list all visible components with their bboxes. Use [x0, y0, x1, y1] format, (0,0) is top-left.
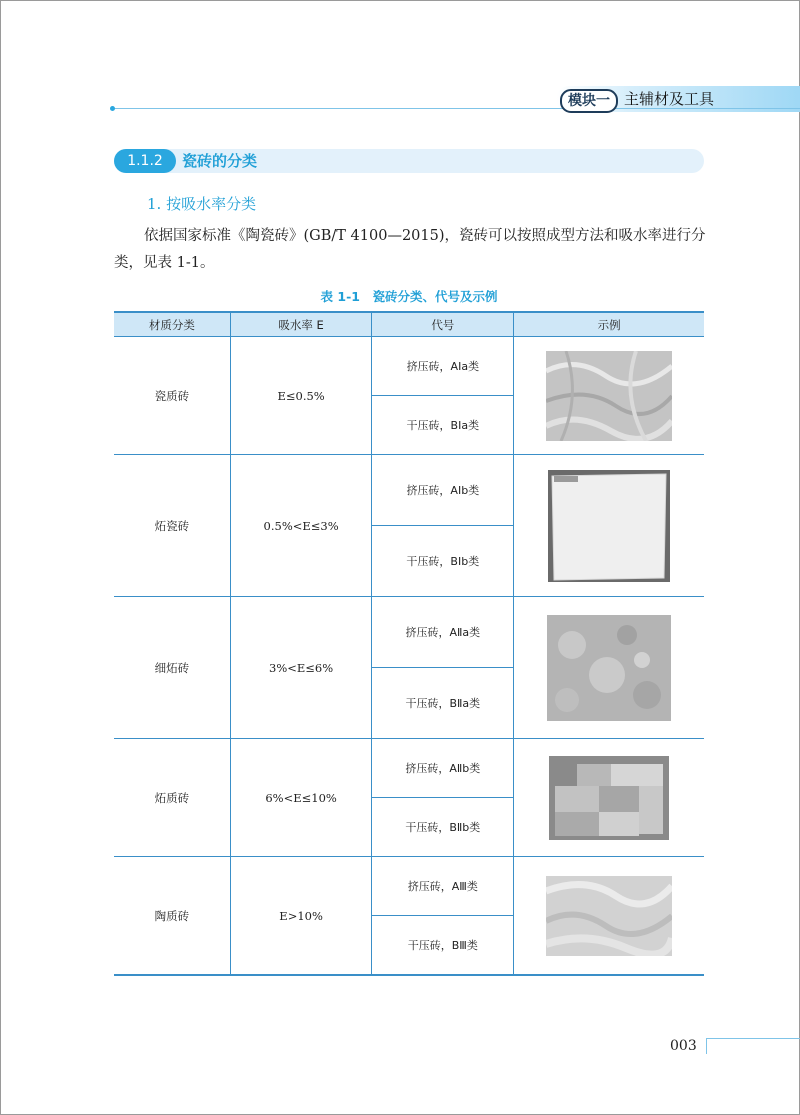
subheading: 1. 按吸水率分类 [147, 195, 257, 213]
material-cell: 细炻砖 [114, 597, 230, 739]
header-absorption: 吸水率 E [230, 312, 372, 337]
table-header-row [114, 312, 704, 337]
code-cell-dry-pressed: 干压砖，BⅠa类 [372, 396, 514, 455]
table-row [114, 597, 704, 668]
footer-rule-tick [706, 1038, 707, 1054]
material-cell: 瓷质砖 [114, 337, 230, 455]
body-paragraph: 依据国家标准《陶瓷砖》(GB/T 4100—2015)，瓷砖可以按照成型方法和吸水率进行分类，见表 1-1。 [114, 228, 706, 271]
code-cell-extruded: 挤压砖，AⅠa类 [372, 337, 514, 396]
table-row [114, 857, 704, 916]
code-cell-dry-pressed: 干压砖，BⅡa类 [372, 668, 514, 739]
table-caption: 表 1-1 瓷砖分类、代号及示例 [320, 289, 498, 304]
absorption-cell: 0.5%<E≤3% [230, 455, 372, 597]
section-title: 瓷砖的分类 [182, 152, 258, 170]
table-row [114, 739, 704, 798]
material-cell: 炻质砖 [114, 739, 230, 857]
stoneware-porcelain-tile-photo [548, 470, 670, 582]
header-example: 示例 [514, 312, 704, 337]
header-material: 材质分类 [114, 312, 230, 337]
absorption-cell: E>10% [230, 857, 372, 976]
absorption-cell: E≤0.5% [230, 337, 372, 455]
page-number: 003 [670, 1038, 697, 1054]
absorption-cell: 3%<E≤6% [230, 597, 372, 739]
code-cell-extruded: 挤压砖，AⅡb类 [372, 739, 514, 798]
code-cell-dry-pressed: 干压砖，BⅢ类 [372, 916, 514, 976]
table-row [114, 337, 704, 396]
section-number: 1.1.2 [114, 149, 176, 173]
porcelain-tile-photo [546, 351, 672, 441]
example-cell [514, 597, 704, 739]
material-cell: 炻瓷砖 [114, 455, 230, 597]
code-cell-extruded: 挤压砖，AⅢ类 [372, 857, 514, 916]
example-cell [514, 857, 704, 976]
example-cell [514, 337, 704, 455]
earthenware-tile-photo [546, 876, 672, 956]
stoneware-tile-photo [549, 756, 669, 840]
example-cell [514, 739, 704, 857]
header-code: 代号 [372, 312, 514, 337]
header-rule-dot [110, 106, 115, 111]
absorption-cell: 6%<E≤10% [230, 739, 372, 857]
example-cell [514, 455, 704, 597]
table-row [114, 455, 704, 526]
code-cell-extruded: 挤压砖，AⅠb类 [372, 455, 514, 526]
material-cell: 陶质砖 [114, 857, 230, 976]
running-header-title: 主辅材及工具 [624, 90, 715, 108]
code-cell-dry-pressed: 干压砖，BⅡb类 [372, 798, 514, 857]
module-badge: 模块一 [560, 89, 618, 113]
tile-classification-table [114, 311, 704, 976]
code-cell-dry-pressed: 干压砖，BⅠb类 [372, 526, 514, 597]
footer-rule [706, 1038, 800, 1039]
fine-stoneware-tile-photo [547, 615, 671, 721]
code-cell-extruded: 挤压砖，AⅡa类 [372, 597, 514, 668]
